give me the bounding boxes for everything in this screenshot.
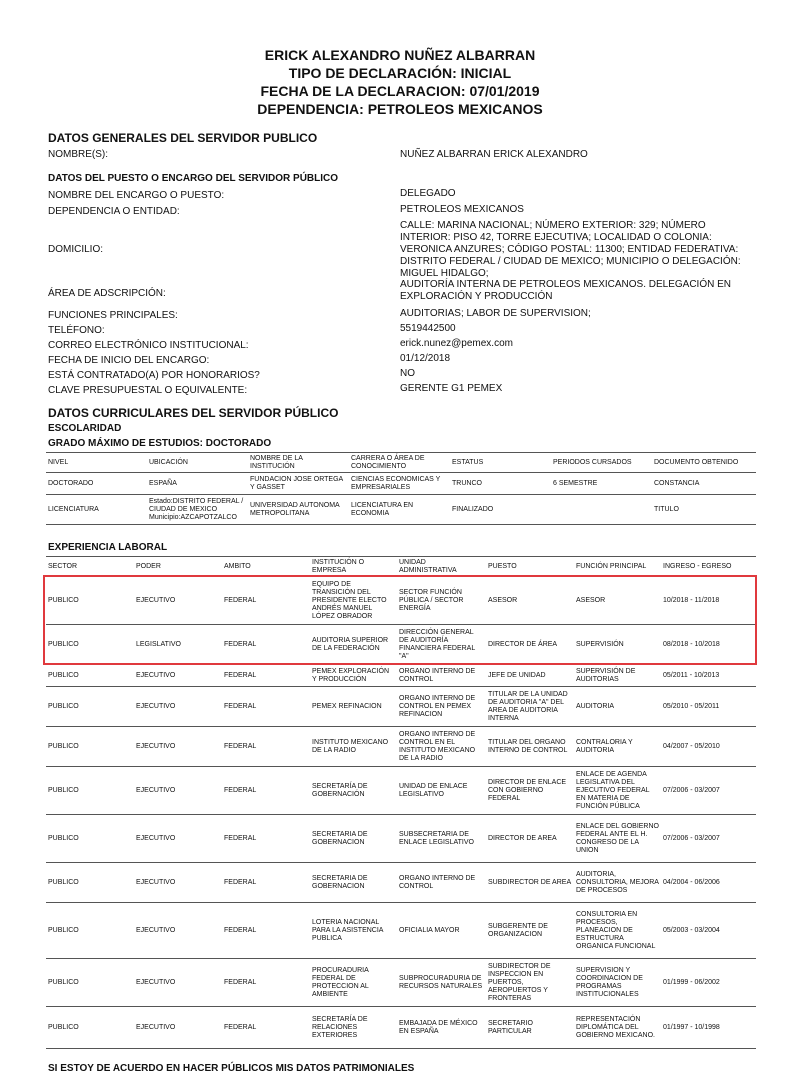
field-label: NOMBRE(S): — [48, 149, 108, 160]
table-cell: 07/2006 - 03/2007 — [661, 767, 756, 815]
field-value: AUDITORIAS; LABOR DE SUPERVISION; — [400, 308, 591, 319]
field-value: GERENTE G1 PEMEX — [400, 383, 503, 394]
table-cell: FINALIZADO — [450, 495, 551, 525]
table-cell: PROCURADURIA FEDERAL DE PROTECCION AL AMBIENTE — [310, 959, 397, 1007]
declaration-dependency: DEPENDENCIA: PETROLEOS MEXICANOS — [257, 101, 543, 117]
field-label: FECHA DE INICIO DEL ENCARGO: — [48, 354, 210, 366]
table-header-row — [46, 453, 756, 473]
table-cell: SECRETARIA DE GOBERNACION — [310, 815, 397, 863]
table-row — [46, 727, 756, 767]
table-cell: FEDERAL — [222, 767, 310, 815]
table-cell: 04/2007 - 05/2010 — [661, 727, 756, 767]
column-header: DOCUMENTO OBTENIDO — [652, 453, 756, 473]
table-cell: AUDITORIA SUPERIOR DE LA FEDERACIÓN — [310, 625, 397, 665]
table-cell: EJECUTIVO — [134, 959, 222, 1007]
column-header: NOMBRE DE LA INSTITUCIÓN — [248, 453, 349, 473]
table-cell: TITULO — [652, 495, 756, 525]
field-value: PETROLEOS MEXICANOS — [400, 204, 524, 215]
field-row — [48, 308, 758, 323]
table-cell: CONTRALORIA Y AUDITORIA — [574, 727, 661, 767]
table-cell: FEDERAL — [222, 687, 310, 727]
field-label: FUNCIONES PRINCIPALES: — [48, 309, 178, 321]
field-label: CLAVE PRESUPUESTAL O EQUIVALENTE: — [48, 384, 248, 396]
table-cell: SUPERVISIÓN DE AUDITORIAS — [574, 665, 661, 687]
column-header: ESTATUS — [450, 453, 551, 473]
table-cell: ORGANO INTERNO DE CONTROL EN PEMEX REFINACION — [397, 687, 486, 727]
field-label: CORREO ELECTRÓNICO INSTITUCIONAL: — [48, 339, 249, 351]
table-cell: PUBLICO — [46, 959, 134, 1007]
experiencia-title: EXPERIENCIA LABORAL — [48, 542, 168, 553]
puesto-fields — [48, 188, 758, 398]
table-cell: DIRECTOR DE AREA — [486, 815, 574, 863]
table-cell: PEMEX EXPLORACIÓN Y PRODUCCIÓN — [310, 665, 397, 687]
table-cell: UNIDAD DE ENLACE LEGISLATIVO — [397, 767, 486, 815]
table-cell: CONSULTORIA EN PROCESOS, PLANEACION DE ESTRUCTURA ORGANICA FUNCIONAL — [574, 903, 661, 959]
table-row — [46, 665, 756, 687]
table-cell: FEDERAL — [222, 815, 310, 863]
declarant-name: ERICK ALEXANDRO NUÑEZ ALBARRAN — [264, 47, 536, 63]
field-row — [48, 149, 758, 161]
table-cell: AUDITORIA — [574, 687, 661, 727]
table-cell: 04/2004 - 06/2006 — [661, 863, 756, 903]
column-header: AMBITO — [222, 557, 310, 577]
table-cell: ORGANO INTERNO DE CONTROL — [397, 863, 486, 903]
escolaridad-title: ESCOLARIDAD — [48, 423, 122, 434]
table-cell: EMBAJADA DE MÉXICO EN ESPAÑA — [397, 1007, 486, 1049]
table-cell: EJECUTIVO — [134, 1007, 222, 1049]
table-cell: DIRECTOR DE ÁREA — [486, 625, 574, 665]
field-value: AUDITORÍA INTERNA DE PETROLEOS MEXICANOS. DELEGACIÓN EN EXPLORACIÓN Y PRODUCCIÓN — [400, 279, 731, 302]
general-fields — [48, 149, 758, 161]
column-header: INGRESO - EGRESO — [661, 557, 756, 577]
table-cell: EJECUTIVO — [134, 665, 222, 687]
declaration-type: TIPO DE DECLARACIÓN: INICIAL — [288, 65, 512, 81]
table-cell: PEMEX REFINACION — [310, 687, 397, 727]
column-header: INSTITUCIÓN O EMPRESA — [310, 557, 397, 577]
puesto-section-title: DATOS DEL PUESTO O ENCARGO DEL SERVIDOR PÚBLICO — [48, 173, 339, 184]
table-cell: EJECUTIVO — [134, 727, 222, 767]
table-cell: ESPAÑA — [147, 473, 248, 495]
table-cell: AUDITORIA, CONSULTORIA, MEJORA DE PROCESOS — [574, 863, 661, 903]
consent-statement: SI ESTOY DE ACUERDO EN HACER PÚBLICOS MIS DATOS PATRIMONIALES — [48, 1063, 415, 1074]
table-cell: ASESOR — [574, 577, 661, 625]
field-row — [48, 220, 758, 279]
table-cell: ORGANO INTERNO DE CONTROL EN EL INSTITUTO MEXICANO DE LA RADIO — [397, 727, 486, 767]
column-header: NIVEL — [46, 453, 147, 473]
table-cell: PUBLICO — [46, 815, 134, 863]
table-cell: FEDERAL — [222, 903, 310, 959]
field-value: 01/12/2018 — [400, 353, 451, 364]
field-row — [48, 353, 758, 368]
field-value: CALLE: MARINA NACIONAL; NÚMERO EXTERIOR: 329; NÚMERO INTERIOR: PISO 42, TORRE EJECUTIVA; LOCALIDAD O COLONIA: VERONICA ANZURES; CÓDIGO POSTAL: 11300; ENTIDAD FEDERATIVA: DISTRITO FEDERAL / CIUDAD DE MEXICO; MUNICIPIO O DELEGACIÓN: MIGUEL HIDALGO; — [400, 220, 741, 279]
table-cell: SECRETARÍA DE GOBERNACIÓN — [310, 767, 397, 815]
table-cell: 6 SEMESTRE — [551, 473, 652, 495]
field-label: DEPENDENCIA O ENTIDAD: — [48, 206, 180, 217]
table-cell: PUBLICO — [46, 727, 134, 767]
table-row — [46, 1007, 756, 1049]
table-cell: SUBDIRECTOR DE INSPECCION EN PUERTOS, AEROPUERTOS Y FRONTERAS — [486, 959, 574, 1007]
table-cell: EJECUTIVO — [134, 815, 222, 863]
table-cell: TRUNCO — [450, 473, 551, 495]
table-cell: SUPERVISION Y COORDINACION DE PROGRAMAS INSTITUCIONALES — [574, 959, 661, 1007]
table-row — [46, 687, 756, 727]
table-row — [46, 903, 756, 959]
table-cell: LICENCIATURA — [46, 495, 147, 525]
declaration-date: FECHA DE LA DECLARACION: 07/01/2019 — [260, 83, 540, 99]
table-cell: CIENCIAS ECONOMICAS Y EMPRESARIALES — [349, 473, 450, 495]
table-cell — [551, 495, 652, 525]
field-label: ÁREA DE ADSCRIPCIÓN: — [48, 287, 166, 299]
table-row — [46, 495, 756, 525]
table-row — [46, 959, 756, 1007]
document-header — [0, 46, 800, 118]
table-cell: PUBLICO — [46, 625, 134, 665]
table-cell: ENLACE DE AGENDA LEGISLATIVA DEL EJECUTIVO FEDERAL EN MATERIA DE FUNCIÓN PÚBLICA — [574, 767, 661, 815]
table-cell: EJECUTIVO — [134, 767, 222, 815]
table-cell: 01/1999 - 06/2002 — [661, 959, 756, 1007]
highlight-box — [43, 575, 757, 665]
column-header: SECTOR — [46, 557, 134, 577]
table-cell: SUBDIRECTOR DE AREA — [486, 863, 574, 903]
column-header: UBICACIÓN — [147, 453, 248, 473]
table-cell: SUPERVISIÓN — [574, 625, 661, 665]
column-header: PERIODOS CURSADOS — [551, 453, 652, 473]
table-cell: PUBLICO — [46, 577, 134, 625]
table-cell: 05/2011 - 10/2013 — [661, 665, 756, 687]
table-cell: REPRESENTACIÓN DIPLOMÁTICA DEL GOBIERNO MEXICANO. — [574, 1007, 661, 1049]
table-cell: PUBLICO — [46, 863, 134, 903]
table-cell: FEDERAL — [222, 625, 310, 665]
table-cell: JEFE DE UNIDAD — [486, 665, 574, 687]
column-header: PUESTO — [486, 557, 574, 577]
field-value: DELEGADO — [400, 188, 456, 199]
table-cell: DIRECTOR DE ENLACE CON GOBIERNO FEDERAL — [486, 767, 574, 815]
table-cell: 01/1997 - 10/1998 — [661, 1007, 756, 1049]
table-cell: OFICIALIA MAYOR — [397, 903, 486, 959]
table-row — [46, 767, 756, 815]
table-cell: EJECUTIVO — [134, 863, 222, 903]
table-cell: FEDERAL — [222, 863, 310, 903]
table-cell: INSTITUTO MEXICANO DE LA RADIO — [310, 727, 397, 767]
table-cell: PUBLICO — [46, 767, 134, 815]
field-row — [48, 368, 758, 383]
table-cell: PUBLICO — [46, 687, 134, 727]
field-row — [48, 383, 758, 398]
table-cell: SECRETARIO PARTICULAR — [486, 1007, 574, 1049]
field-label: ESTÁ CONTRATADO(A) POR HONORARIOS? — [48, 369, 260, 381]
column-header: FUNCIÓN PRINCIPAL — [574, 557, 661, 577]
field-label: NOMBRE DEL ENCARGO O PUESTO: — [48, 190, 225, 201]
table-cell: 07/2006 - 03/2007 — [661, 815, 756, 863]
field-row — [48, 188, 758, 204]
curricular-section-title: DATOS CURRICULARES DEL SERVIDOR PÚBLICO — [48, 406, 339, 420]
general-section-title: DATOS GENERALES DEL SERVIDOR PUBLICO — [48, 131, 318, 145]
table-cell: FEDERAL — [222, 665, 310, 687]
table-cell: LOTERIA NACIONAL PARA LA ASISTENCIA PUBLICA — [310, 903, 397, 959]
field-row — [48, 338, 758, 353]
table-cell: EJECUTIVO — [134, 577, 222, 625]
table-cell: PUBLICO — [46, 903, 134, 959]
table-cell: EJECUTIVO — [134, 903, 222, 959]
table-cell: PUBLICO — [46, 1007, 134, 1049]
field-row — [48, 279, 758, 308]
table-cell: CONSTANCIA — [652, 473, 756, 495]
table-cell: LICENCIATURA EN ECONOMIA — [349, 495, 450, 525]
table-cell: DOCTORADO — [46, 473, 147, 495]
table-cell: EQUIPO DE TRANSICIÓN DEL PRESIDENTE ELECTO ANDRÉS MANUEL LÓPEZ OBRADOR — [310, 577, 397, 625]
table-row — [46, 473, 756, 495]
table-cell: FEDERAL — [222, 577, 310, 625]
table-cell: FEDERAL — [222, 1007, 310, 1049]
table-cell: LEGISLATIVO — [134, 625, 222, 665]
field-value: NUÑEZ ALBARRAN ERICK ALEXANDRO — [400, 149, 588, 160]
table-cell: FUNDACION JOSE ORTEGA Y GASSET — [248, 473, 349, 495]
table-cell: SECTOR FUNCIÓN PÚBLICA / SECTOR ENERGÍA — [397, 577, 486, 625]
column-header: UNIDAD ADMINISTRATIVA — [397, 557, 486, 577]
table-cell: TITULAR DEL ORGANO INTERNO DE CONTROL — [486, 727, 574, 767]
table-cell: SECRETARÍA DE RELACIONES EXTERIORES — [310, 1007, 397, 1049]
table-row — [46, 863, 756, 903]
table-cell: SUBPROCURADURIA DE RECURSOS NATURALES — [397, 959, 486, 1007]
table-cell: Estado:DISTRITO FEDERAL / CIUDAD DE MEXICO Municipio:AZCAPOTZALCO — [147, 495, 248, 525]
field-row — [48, 323, 758, 338]
table-cell: PUBLICO — [46, 665, 134, 687]
table-row — [46, 815, 756, 863]
table-cell: FEDERAL — [222, 727, 310, 767]
table-cell: EJECUTIVO — [134, 687, 222, 727]
table-cell: FEDERAL — [222, 959, 310, 1007]
table-cell: SECRETARIA DE GOBERNACION — [310, 863, 397, 903]
field-value: 5519442500 — [400, 323, 456, 334]
table-header-row — [46, 557, 756, 577]
table-cell: ASESOR — [486, 577, 574, 625]
education-table — [46, 452, 756, 525]
table-cell: TITULAR DE LA UNIDAD DE AUDITORIA "A" DEL AREA DE AUDITORIA INTERNA — [486, 687, 574, 727]
table-cell: ENLACE DEL GOBIERNO FEDERAL ANTE EL H. CONGRESO DE LA UNION — [574, 815, 661, 863]
table-cell: 08/2018 - 10/2018 — [661, 625, 756, 665]
field-label: DOMICILIO: — [48, 243, 104, 255]
field-label: TELÉFONO: — [48, 324, 105, 336]
grado-maximo: GRADO MÁXIMO DE ESTUDIOS: DOCTORADO — [48, 438, 272, 449]
column-header: CARRERA O ÁREA DE CONOCIMIENTO — [349, 453, 450, 473]
table-cell: SUBSECRETARIA DE ENLACE LEGISLATIVO — [397, 815, 486, 863]
table-cell: DIRECCIÓN GENERAL DE AUDITORÍA FINANCIERA FEDERAL "A" — [397, 625, 486, 665]
table-cell: 10/2018 - 11/2018 — [661, 577, 756, 625]
field-value: NO — [400, 368, 415, 379]
table-cell: 05/2003 - 03/2004 — [661, 903, 756, 959]
table-cell: ORGANO INTERNO DE CONTROL — [397, 665, 486, 687]
table-cell: SUBGERENTE DE ORGANIZACION — [486, 903, 574, 959]
field-row — [48, 204, 758, 220]
table-cell: UNIVERSIDAD AUTONOMA METROPOLITANA — [248, 495, 349, 525]
column-header: PODER — [134, 557, 222, 577]
table-cell: 05/2010 - 05/2011 — [661, 687, 756, 727]
field-value: erick.nunez@pemex.com — [400, 338, 513, 349]
